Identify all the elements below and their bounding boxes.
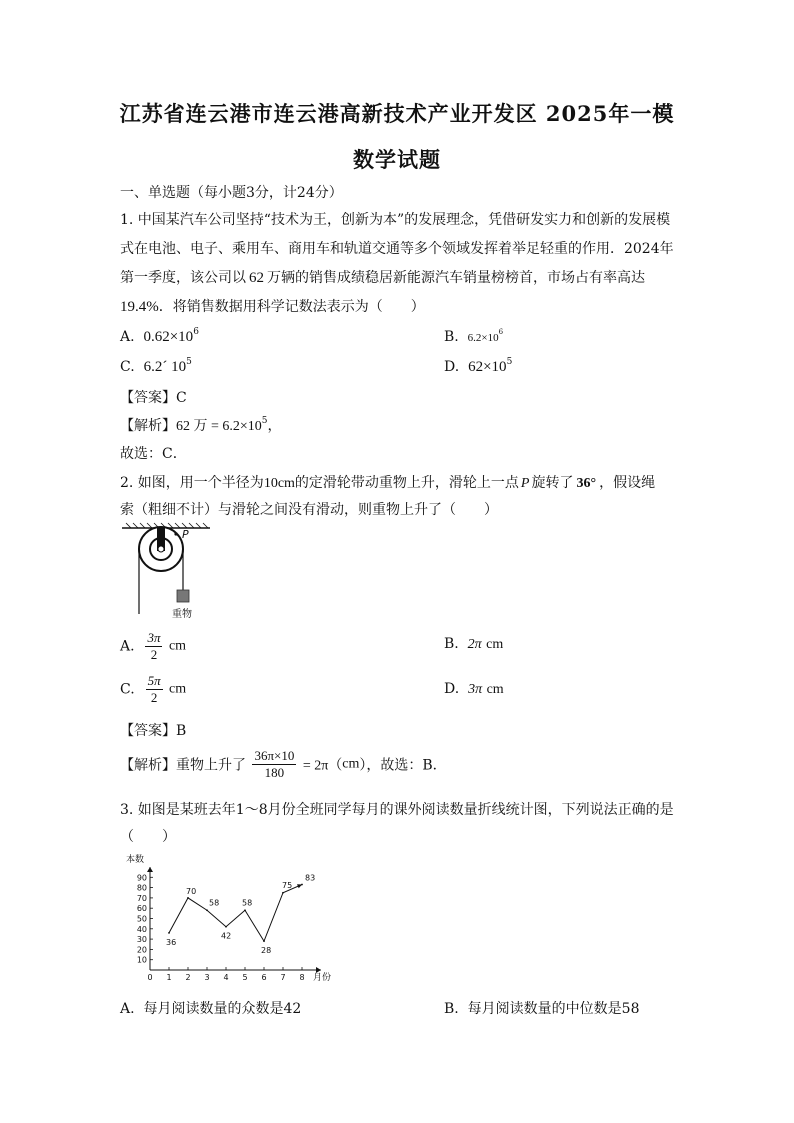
analysis-prefix: 【解析】: [120, 418, 176, 434]
data-label: 70: [186, 886, 197, 896]
q1-sales-number: 62: [249, 270, 264, 286]
y-tick-label: 50: [136, 914, 147, 924]
option-label: A.: [120, 638, 135, 655]
option-value: 6.2×10: [467, 332, 499, 344]
data-label: 36: [166, 937, 177, 947]
q1-line3-text-b: 万辆的销售成绩稳居新能源汽车销量榜榜首，市场占有率高达: [267, 270, 645, 286]
data-label: 75: [282, 880, 293, 890]
q2-text-c: 旋转了: [531, 475, 574, 491]
option-value: 3π: [468, 682, 483, 697]
x-tick-label: 4: [223, 973, 229, 982]
data-point: [187, 897, 189, 899]
y-tick-label: 70: [136, 893, 147, 903]
data-label: 28: [261, 946, 272, 956]
q1-answer: 【答案】C: [120, 390, 187, 406]
fraction-denominator: 2: [150, 647, 158, 662]
q1-line2: 式在电池、电子、乘用车、商用车和轨道交通等多个领域发挥着举足轻重的作用．2024年: [120, 241, 674, 257]
y-tick-label: 40: [136, 924, 147, 934]
q2-radius-unit: cm: [277, 476, 295, 491]
x-axis-label: 月份: [313, 973, 332, 983]
option-exponent: 5: [186, 357, 192, 367]
analysis-suffix: ，: [267, 418, 282, 434]
q2-option-a[interactable]: [120, 630, 186, 663]
q1-conclusion: 故选：C．: [120, 446, 187, 462]
y-tick-label: 60: [136, 904, 147, 914]
q2-line2: 索（粗细不计）与滑轮之间没有滑动，则重物上升了（ ）: [120, 502, 498, 518]
option-text: 每月阅读数量的中位数是58: [467, 1001, 640, 1017]
option-label: C.: [120, 681, 135, 698]
x-tick-label: 3: [204, 973, 210, 982]
data-point: [301, 884, 303, 886]
data-label: 83: [305, 873, 316, 883]
q1-option-a[interactable]: [120, 329, 199, 346]
pulley-axle: [158, 546, 164, 552]
q2-option-c[interactable]: [120, 673, 186, 706]
option-fraction: [146, 673, 163, 706]
option-label: B.: [444, 1001, 459, 1017]
q2-line1: [120, 472, 655, 492]
data-point: [282, 892, 284, 894]
section-heading: 一、单选题（每小题3分，计24分）: [120, 185, 343, 201]
option-label: A.: [120, 1001, 135, 1017]
q2-point-p: P: [520, 476, 530, 491]
reading-line-chart: [118, 850, 338, 985]
q1-analysis: [120, 415, 282, 435]
q2-text-a: 2. 如图，用一个半径为: [120, 475, 264, 491]
q2-angle: 36°: [576, 476, 597, 491]
option-label: A.: [120, 329, 135, 345]
q1-line4-text: ．将销售数据用科学记数法表示为（ ）: [158, 299, 425, 315]
data-point: [244, 909, 246, 911]
data-label: 42: [221, 931, 232, 941]
x-tick-label: 8: [299, 973, 305, 982]
data-label: 58: [209, 898, 220, 908]
q2-option-b[interactable]: [444, 636, 503, 653]
point-p-label: P: [182, 528, 189, 541]
q2-analysis: [120, 748, 447, 781]
option-value: 6.2ˊ 10: [143, 359, 187, 375]
q1-market-share: 19.4%: [120, 299, 159, 315]
q1-line4: [120, 296, 425, 316]
q1-line3-text-a: 第一季度，该公司以: [120, 270, 246, 286]
pulley-figure: [118, 522, 212, 622]
q2-option-d[interactable]: [444, 681, 504, 698]
q2-radius: 10: [263, 476, 278, 491]
y-tick-label: 90: [136, 873, 147, 883]
fraction-numerator: 36π×10: [254, 748, 295, 763]
option-label: D.: [444, 359, 460, 375]
x-tick-label: 0: [147, 973, 153, 982]
option-unit: cm: [486, 682, 504, 697]
option-label: B.: [444, 329, 459, 345]
x-tick-label: 6: [261, 973, 267, 982]
weight-block: [177, 590, 189, 602]
analysis-result: = 2π（: [302, 758, 343, 774]
q3-option-a[interactable]: [120, 998, 301, 1018]
fraction-numerator: 3π: [147, 630, 161, 645]
option-text: 每月阅读数量的众数是42: [143, 1001, 302, 1017]
data-point: [263, 940, 265, 942]
q2-text-d: ，假设绳: [599, 475, 656, 491]
analysis-suffix: ），故选：B．: [359, 757, 447, 774]
option-value: 62×10: [468, 359, 507, 375]
data-label: 58: [242, 898, 253, 908]
y-axis-label: 本数: [126, 855, 145, 865]
weight-label: 重物: [172, 609, 192, 620]
option-exponent: 6: [498, 328, 504, 336]
x-tick-label: 5: [242, 973, 248, 982]
y-tick-label: 80: [136, 883, 147, 893]
analysis-fraction: [252, 748, 296, 781]
analysis-expression: 62 万 = 6.2×10: [176, 419, 262, 434]
y-tick-label: 20: [136, 945, 147, 955]
q3-line2: （ ）: [120, 829, 176, 845]
option-unit: cm: [169, 681, 187, 697]
fraction-denominator: 180: [264, 765, 285, 780]
fraction-denominator: 2: [150, 690, 158, 705]
option-fraction: [145, 630, 162, 663]
option-value: 0.62×10: [143, 329, 194, 345]
y-tick-label: 10: [136, 955, 147, 965]
q3-line1: 3. 如图是某班去年1～8月份全班同学每月的课外阅读数量折线统计图，下列说法正确的是: [120, 802, 674, 818]
option-label: D.: [444, 681, 460, 697]
option-exponent: 6: [193, 327, 199, 337]
option-label: B.: [444, 636, 459, 652]
analysis-prefix: 【解析】重物上升了: [120, 757, 246, 774]
q3-option-b[interactable]: [444, 998, 639, 1018]
option-exponent: 5: [506, 357, 513, 367]
exam-title: 江苏省连云港市连云港高新技术产业开发区 2025年一模: [119, 101, 675, 126]
q2-text-b: 的定滑轮带动重物上升，滑轮上一点: [294, 475, 519, 491]
option-label: C.: [120, 359, 135, 375]
x-tick-label: 7: [280, 973, 286, 982]
exam-subtitle: 数学试题: [353, 147, 441, 172]
point-p-dot: [174, 532, 177, 535]
analysis-unit: cm: [342, 756, 360, 772]
option-value: 2π: [467, 637, 482, 652]
q1-line3: [120, 267, 645, 287]
option-unit: cm: [486, 637, 504, 652]
y-axis-arrow: [147, 867, 153, 872]
q2-answer: 【答案】B: [120, 723, 187, 739]
q1-line1: 1. 中国某汽车公司坚持“技术为王，创新为本”的发展理念，凭借研发实力和创新的发展模: [120, 212, 671, 228]
q1-option-d[interactable]: [444, 359, 512, 376]
fraction-numerator: 5π: [147, 673, 161, 688]
y-tick-label: 30: [136, 935, 147, 945]
q1-option-b[interactable]: [444, 329, 503, 345]
data-point: [168, 932, 170, 934]
q1-option-c[interactable]: [120, 359, 192, 376]
x-tick-label: 1: [166, 973, 172, 982]
analysis-exponent: 5: [261, 416, 268, 426]
data-point: [225, 926, 227, 928]
data-point: [206, 909, 208, 911]
x-tick-label: 2: [185, 973, 191, 982]
option-unit: cm: [168, 638, 187, 654]
